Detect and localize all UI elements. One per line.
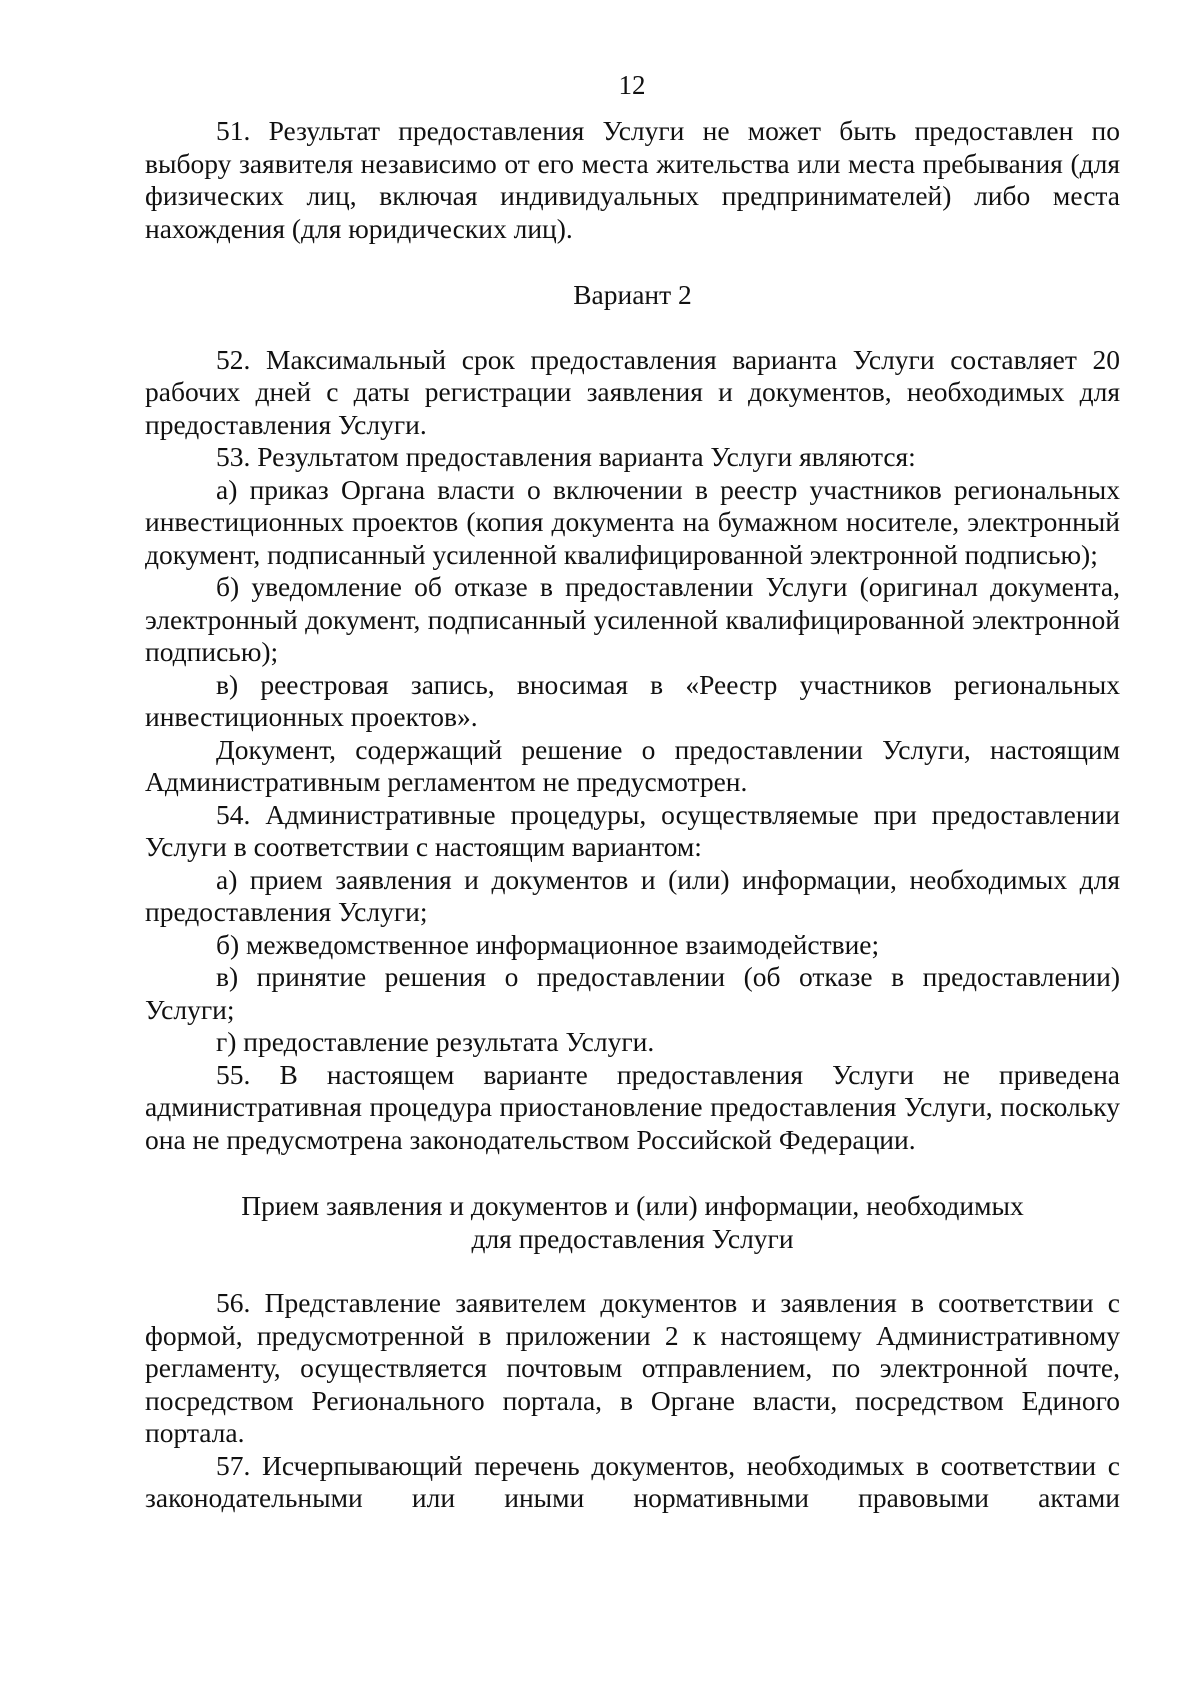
spacer	[145, 312, 1120, 344]
paragraph-54-v: в) принятие решения о предоставлении (об отказе в предоставлении) Услуги;	[145, 961, 1120, 1025]
paragraph-53: 53. Результатом предоставления варианта Услуги являются:	[216, 441, 916, 472]
paragraph-51: 51. Результат предоставления Услуги не может быть предоставлен по выбору заявителя независимо от его места жительства или места пребывания (для физических лиц, включая индивидуальных предпринимателей) либо места нахождения (для юридических лиц).	[145, 115, 1120, 244]
document-body	[145, 115, 1120, 1515]
spacer	[145, 1156, 1120, 1190]
paragraph-53-a: а) приказ Органа власти о включении в реестр участников региональных инвестиционных проектов (копия документа на бумажном носителе, электронный документ, подписанный усиленной квалифицированной электронной подписью);	[145, 473, 1120, 570]
paragraph-55: 55. В настоящем варианте предоставления Услуги не приведена административная процедура приостановление предоставления Услуги, поскольку она не предусмотрена законодательством Российской Федерации.	[145, 1058, 1120, 1155]
section-heading-priem-line-2: для предоставления Услуги	[471, 1222, 794, 1254]
paragraph-54-g: г) предоставление результата Услуги.	[216, 1026, 655, 1057]
section-heading-variant-2: Вариант 2	[573, 279, 692, 310]
page-number: 12	[618, 70, 646, 100]
section-heading-priem-line-1: Прием заявления и документов и (или) информации, необходимых	[241, 1190, 1024, 1221]
paragraph-52: 52. Максимальный срок предоставления варианта Услуги составляет 20 рабочих дней с даты регистрации заявления и документов, необходимых для предоставления Услуги.	[145, 343, 1120, 440]
paragraph-54: 54. Административные процедуры, осуществляемые при предоставлении Услуги в соответствии с настоящим вариантом:	[145, 798, 1120, 862]
spacer	[145, 1255, 1120, 1287]
paragraph-56: 56. Представление заявителем документов и заявления в соответствии с формой, предусмотренной в приложении 2 к настоящему Административному регламенту, осуществляется почтовым отправлением, по электронной почте, посредством Регионального портала, в Органе власти, посредством Единого портала.	[145, 1287, 1120, 1448]
paragraph-54-b: б) межведомственное информационное взаимодействие;	[216, 928, 880, 960]
spacer	[145, 245, 1120, 279]
paragraph-53-v: в) реестровая запись, вносимая в «Реестр участников региональных инвестиционных проектов».	[145, 668, 1120, 732]
paragraph-53-document: Документ, содержащий решение о предоставлении Услуги, настоящим Административным регламентом не предусмотрен.	[145, 733, 1120, 797]
paragraph-57: 57. Исчерпывающий перечень документов, необходимых в соответствии с законодательными или иными нормативными правовыми актами	[145, 1449, 1120, 1513]
paragraph-53-b: б) уведомление об отказе в предоставлении Услуги (оригинал документа, электронный документ, подписанный усиленной квалифицированной электронной подписью);	[145, 571, 1120, 667]
paragraph-54-a: а) прием заявления и документов и (или) информации, необходимых для предоставления Услуги;	[145, 863, 1120, 927]
